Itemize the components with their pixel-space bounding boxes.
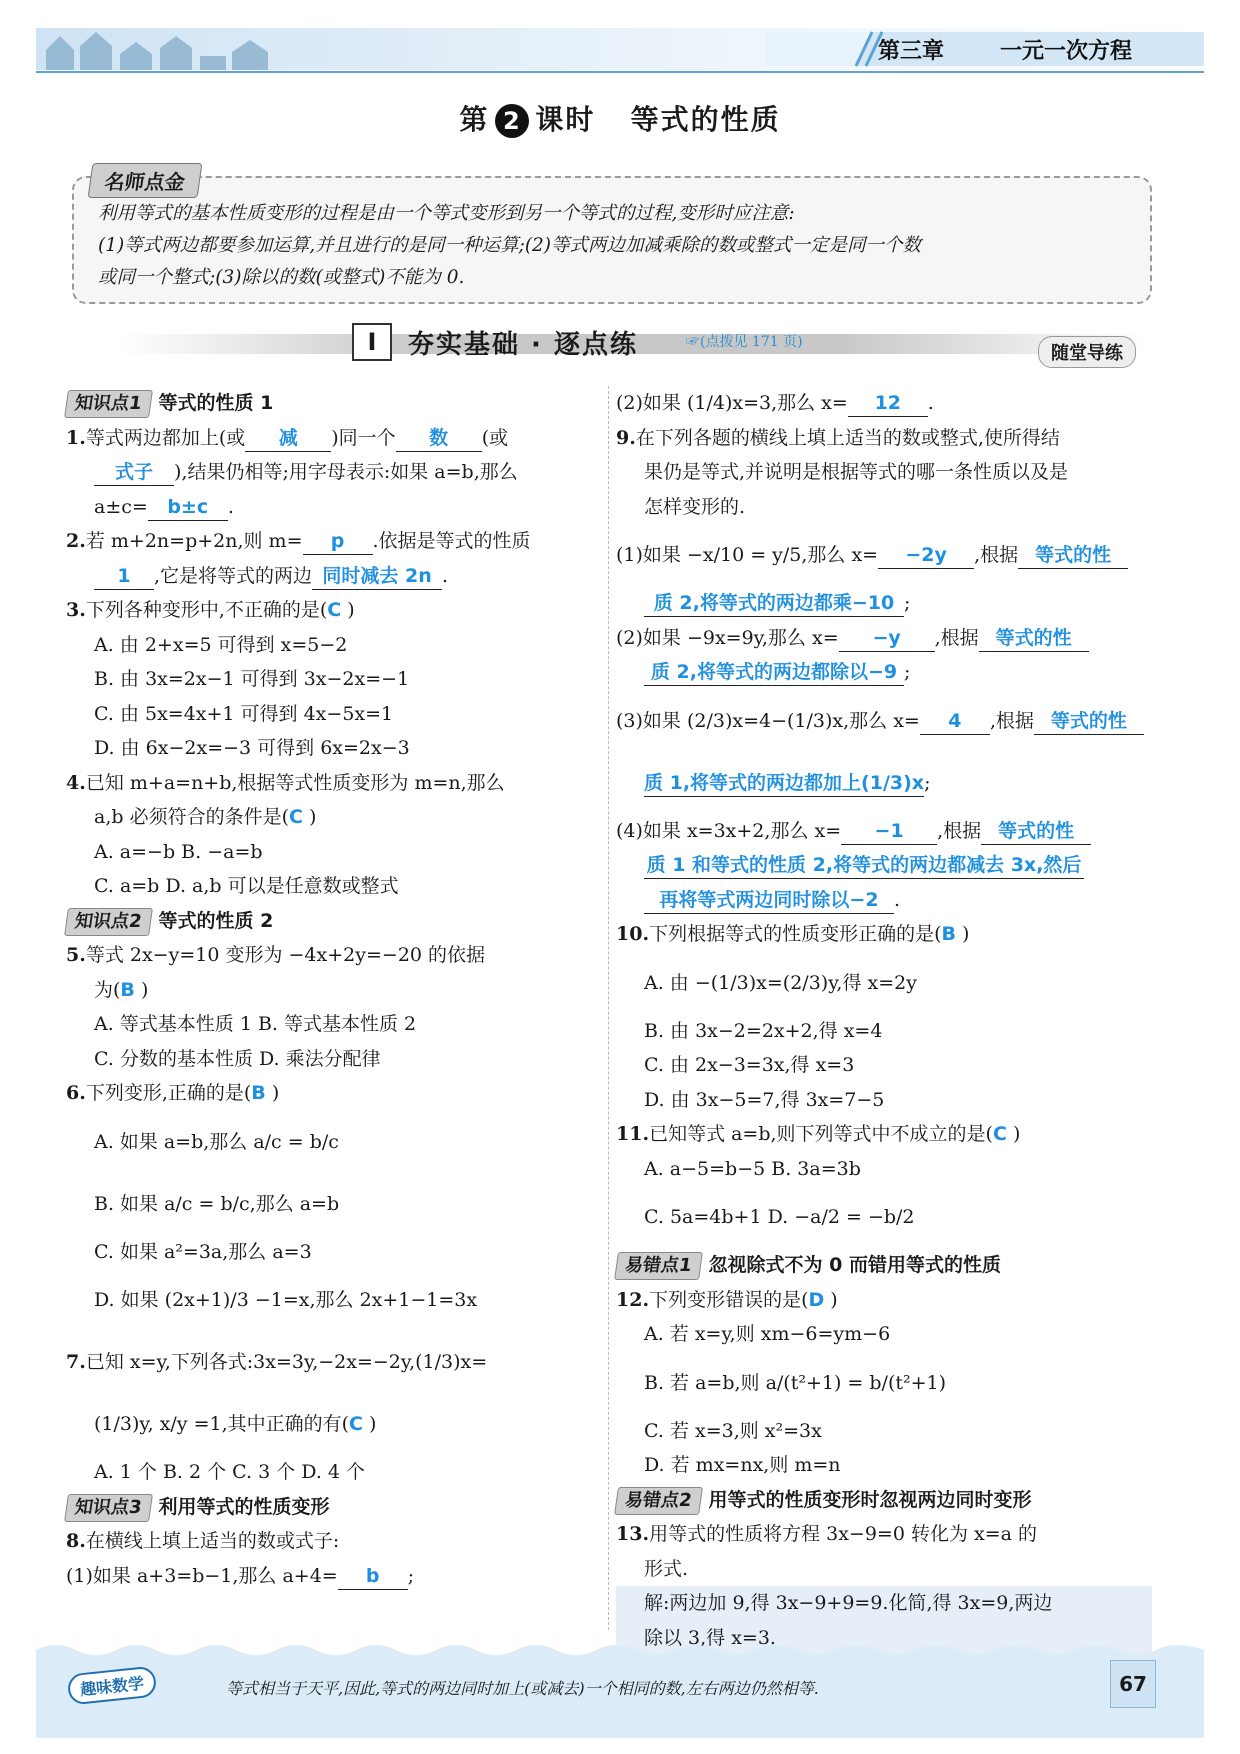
question-line [66, 1331, 602, 1393]
question-line [616, 621, 1152, 656]
question-text: C. 如果 a²=3a,那么 a=3 [94, 1240, 312, 1263]
question-text: (2)如果 −9x=9y,那么 x= [616, 626, 839, 649]
question-text: A. 如果 a=b,那么 a/c = b/c [94, 1130, 339, 1153]
question-text: 为( [94, 978, 121, 1001]
question-text: . [894, 888, 901, 911]
knowledge-point-title: 利用等式的性质变形 [158, 1495, 330, 1518]
question-text: A. 1 个 B. 2 个 C. 3 个 D. 4 个 [94, 1461, 366, 1483]
question-line [616, 455, 1152, 490]
question-line [66, 490, 602, 525]
knowledge-point-heading [66, 1490, 602, 1525]
question-line [66, 1007, 602, 1042]
section-title: 夯实基础 · 逐点练 [408, 330, 638, 360]
answer-blank: 质 2,将等式的两边都除以−9 [644, 659, 904, 686]
question-line [616, 1152, 1152, 1187]
question-line [66, 800, 602, 835]
question-line [616, 1448, 1152, 1483]
question-line [616, 421, 1152, 456]
lesson-title [0, 98, 1240, 138]
knowledge-point-tag: 知识点3 [64, 1494, 152, 1522]
answer-choice: D [808, 1288, 825, 1311]
tip-line: 或同一个整式;(3)除以的数(或整式)不能为 0. [98, 267, 465, 288]
answer-blank: 式子 [94, 459, 174, 486]
section-tag: 随堂导练 [1038, 336, 1136, 368]
answer-blank: −2y [878, 542, 974, 569]
answer-blank: 减 [245, 425, 331, 452]
question-text: 用等式的性质将方程 3x−9=0 转化为 x=a 的 [649, 1523, 1038, 1545]
question-line [616, 1317, 1152, 1352]
knowledge-point-title: 等式的性质 1 [158, 392, 274, 414]
question-text: A. 由 −(1/3)x=(2/3)y,得 x=2y [644, 971, 917, 994]
answer-blank: 等式的性 [1018, 542, 1128, 569]
answer-choice: C [288, 806, 303, 828]
question-text: 下列根据等式的性质变形正确的是( [649, 923, 942, 945]
question-line [66, 1173, 602, 1235]
question-line [616, 1117, 1152, 1152]
answer-choice: B [120, 978, 135, 1001]
answer-choice: C [327, 599, 342, 621]
question-line [616, 586, 1152, 621]
knowledge-point-heading [66, 904, 602, 939]
question-text: ,根据 [937, 819, 982, 842]
question-text: . [927, 392, 934, 414]
question-line [66, 766, 602, 801]
chapter-label: 第三章 [878, 39, 945, 64]
question-text: ) [341, 599, 355, 621]
question-text: D. 如果 (2x+1)/3 −1=x,那么 2x+1−1=3x [94, 1289, 478, 1311]
knowledge-point-tag: 知识点1 [64, 390, 152, 418]
answer-choice: C [992, 1123, 1007, 1145]
question-text: a±c= [94, 495, 148, 518]
question-line [66, 1111, 602, 1173]
question-text: (或 [481, 426, 509, 449]
knowledge-point-tag: 知识点2 [64, 908, 152, 936]
question-line [616, 1517, 1152, 1552]
question-number: 9. [616, 426, 636, 449]
question-line [616, 883, 1152, 918]
question-number: 4. [66, 771, 86, 794]
question-text: ) [955, 923, 970, 945]
question-text: 下列变形错误的是( [649, 1288, 809, 1311]
question-text: 已知 x=y,下列各式:3x=3y,−2x=−2y,(1/3)x= [85, 1351, 488, 1373]
question-line [616, 1186, 1152, 1248]
question-line [66, 1269, 602, 1331]
question-line [616, 1048, 1152, 1083]
question-number: 13. [616, 1523, 650, 1545]
question-line [616, 1414, 1152, 1449]
left-column [66, 386, 602, 1593]
question-line [66, 697, 602, 732]
question-number: 12. [616, 1288, 650, 1311]
answer-choice: C [349, 1413, 363, 1435]
knowledge-point-title: 等式的性质 2 [158, 909, 274, 932]
question-text: A. a=−b B. −a=b [94, 840, 263, 863]
question-text: a,b 必须符合的条件是( [94, 806, 289, 828]
question-text: C. a=b D. a,b 可以是任意数或整式 [94, 875, 399, 897]
question-text: 等式 2x−y=10 变形为 −4x+2y=−20 的依据 [85, 944, 486, 966]
question-text: (4)如果 x=3x+2,那么 x= [616, 819, 842, 842]
question-text: ) [1006, 1123, 1021, 1145]
question-line [616, 814, 1152, 849]
answer-blank: 质 2,将等式的两边都乘−10 [644, 590, 904, 617]
section-roman: I [352, 323, 392, 361]
question-line [66, 455, 602, 490]
question-number: 11. [616, 1123, 650, 1145]
question-text: ,它是将等式的两边 [154, 564, 313, 587]
question-text: ) [265, 1082, 280, 1104]
chapter-title: 一元一次方程 [1000, 39, 1133, 64]
question-line [66, 628, 602, 663]
question-line [66, 421, 602, 456]
question-number: 7. [66, 1351, 86, 1373]
question-text: (1/3)y, x/y =1,其中正确的有( [94, 1413, 350, 1435]
question-text: ; [904, 661, 911, 683]
question-number: 3. [66, 599, 86, 621]
question-line [66, 662, 602, 697]
question-line [616, 1283, 1152, 1318]
question-text: 除以 3,得 x=3. [644, 1626, 776, 1649]
question-text: 若 m+2n=p+2n,则 m= [85, 530, 303, 552]
question-line [616, 952, 1152, 1014]
tip-text [98, 198, 1128, 294]
answer-blank: 质 1,将等式的两边都加上(1/3)x [644, 770, 924, 797]
answer-blank: 再将等式两边同时除以−2 [644, 887, 894, 914]
question-text: 等式两边都加上(或 [85, 426, 246, 449]
tip-line: (1)等式两边都要参加运算,并且进行的是同一种运算;(2)等式两边加减乘除的数或整式一定是同一个数 [98, 235, 922, 256]
question-line [66, 1559, 602, 1594]
question-line [66, 869, 602, 904]
question-line [616, 655, 1152, 690]
question-line [66, 1393, 602, 1455]
question-text: 形式. [644, 1557, 689, 1580]
question-number: 6. [66, 1082, 86, 1104]
knowledge-point-heading [616, 1483, 1152, 1518]
knowledge-point-tag: 易错点1 [614, 1252, 702, 1280]
question-text: ) [824, 1288, 838, 1311]
question-line [66, 559, 602, 594]
question-line [616, 1552, 1152, 1587]
question-text: B. 由 3x−2=2x+2,得 x=4 [644, 1019, 883, 1042]
answer-blank: p [303, 528, 373, 555]
answer-blank: 数 [396, 425, 482, 452]
question-line [66, 1455, 602, 1490]
footer-text: 等式相当于天平,因此,等式的两边同时加上(或减去)一个相同的数,左右两边仍然相等. [226, 1679, 819, 1698]
question-text: (1)如果 −x/10 = y/5,那么 x= [616, 544, 879, 566]
question-line [66, 1524, 602, 1559]
lesson-number: 2 [495, 104, 529, 138]
page-number: 67 [1110, 1660, 1156, 1708]
question-line [616, 690, 1152, 752]
answer-blank: 同时减去 2n [312, 563, 442, 590]
question-text: A. a−5=b−5 B. 3a=3b [644, 1157, 861, 1180]
question-text: ) [363, 1413, 377, 1435]
question-text: A. 若 x=y,则 xm−6=ym−6 [644, 1323, 891, 1345]
question-text: 解:两边加 9,得 3x−9+9=9.化简,得 3x=9,两边 [644, 1592, 1053, 1614]
section-note: ☞(点拨见 171 页) [686, 334, 803, 350]
question-line [616, 490, 1152, 525]
question-line [616, 386, 1152, 421]
question-line [616, 1083, 1152, 1118]
answer-blank: 4 [920, 708, 990, 735]
question-line [616, 524, 1152, 586]
question-line [66, 593, 602, 628]
knowledge-point-heading [616, 1248, 1152, 1283]
question-line [66, 731, 602, 766]
question-text: ,根据 [989, 709, 1034, 732]
question-text: B. 若 a=b,则 a/(t²+1) = b/(t²+1) [644, 1371, 947, 1394]
answer-blank: 等式的性 [1034, 708, 1144, 735]
question-line [66, 1235, 602, 1270]
question-text: 下列变形,正确的是( [85, 1082, 252, 1104]
question-text: 已知 m+a=n+b,根据等式性质变形为 m=n,那么 [85, 771, 505, 794]
question-text: 已知等式 a=b,则下列等式中不成立的是( [649, 1123, 993, 1145]
question-text: 果仍是等式,并说明是根据等式的哪一条性质以及是 [644, 461, 1069, 483]
question-line [66, 1076, 602, 1111]
lesson-prefix: 第 [459, 103, 490, 136]
question-text: ) [134, 978, 149, 1001]
question-line [66, 835, 602, 870]
question-text: D. 由 6x−2x=−3 可得到 6x=2x−3 [94, 737, 410, 759]
question-text: B. 由 3x=2x−1 可得到 3x−2x=−1 [94, 668, 410, 690]
footer-logo: 趣味数学 [67, 1665, 158, 1705]
answer-blank: −y [839, 625, 935, 652]
answer-choice: B [251, 1082, 266, 1104]
question-text: . [227, 495, 234, 518]
question-text: 在横线上填上适当的数或式子: [85, 1530, 340, 1552]
question-text: . [442, 564, 449, 587]
question-line [616, 917, 1152, 952]
question-text: C. 若 x=3,则 x²=3x [644, 1419, 822, 1442]
knowledge-point-title: 忽视除式不为 0 而错用等式的性质 [708, 1254, 1001, 1276]
question-line [66, 1042, 602, 1077]
answer-blank: 等式的性 [979, 625, 1089, 652]
question-text: C. 由 5x=4x+1 可得到 4x−5x=1 [94, 702, 394, 725]
question-text: .依据是等式的性质 [372, 530, 531, 552]
question-number: 10. [616, 923, 650, 945]
question-text: C. 分数的基本性质 D. 乘法分配律 [94, 1047, 381, 1070]
question-text: (1)如果 a+3=b−1,那么 a+4= [66, 1564, 338, 1587]
question-text: ; [924, 771, 931, 794]
question-text: A. 等式基本性质 1 B. 等式基本性质 2 [94, 1013, 417, 1035]
question-line [66, 938, 602, 973]
question-text: D. 若 mx=nx,则 m=n [644, 1454, 841, 1476]
answer-blank: 等式的性 [981, 818, 1091, 845]
question-number: 1. [66, 426, 86, 449]
answer-blank: b±c [148, 494, 228, 521]
question-text: (3)如果 (2/3)x=4−(1/3)x,那么 x= [616, 709, 920, 732]
question-text: C. 5a=4b+1 D. −a/2 = −b/2 [644, 1206, 915, 1228]
question-line [616, 1014, 1152, 1049]
question-number: 2. [66, 530, 86, 552]
tip-tag: 名师点金 [88, 163, 203, 198]
answer-blank: 质 1 和等式的性质 2,将等式的两边都减去 3x,然后 [644, 852, 1084, 879]
question-text: ,根据 [974, 544, 1019, 566]
lesson-name: 等式的性质 [630, 103, 781, 136]
question-line [616, 848, 1152, 883]
question-text: 在下列各题的横线上填上适当的数或整式,使所得结 [635, 426, 1060, 449]
answer-blank: 1 [94, 563, 154, 590]
answer-blank: −1 [841, 818, 937, 845]
question-text: ; [904, 592, 911, 614]
question-number: 5. [66, 944, 86, 966]
knowledge-point-tag: 易错点2 [614, 1487, 702, 1515]
column-divider [608, 386, 609, 1630]
question-text: B. 如果 a/c = b/c,那么 a=b [94, 1192, 340, 1215]
question-text: (2)如果 (1/4)x=3,那么 x= [616, 392, 848, 414]
question-line [66, 524, 602, 559]
lesson-suffix: 课时 [535, 103, 596, 136]
question-text: A. 由 2+x=5 可得到 x=5−2 [94, 633, 348, 656]
question-line [616, 752, 1152, 814]
question-line [616, 1352, 1152, 1414]
question-text: ; [407, 1564, 415, 1587]
knowledge-point-title: 用等式的性质变形时忽视两边同时变形 [708, 1488, 1032, 1511]
question-text: 怎样变形的. [644, 495, 746, 518]
solution-line [616, 1586, 1152, 1621]
question-number: 8. [66, 1530, 86, 1552]
question-text: )同一个 [331, 426, 396, 449]
answer-choice: B [941, 923, 956, 945]
question-text: C. 由 2x−3=3x,得 x=3 [644, 1054, 855, 1076]
answer-blank: b [338, 1563, 408, 1590]
question-text: ),结果仍相等;用字母表示:如果 a=b,那么 [174, 461, 518, 483]
question-text: ) [302, 806, 317, 828]
question-text: D. 由 3x−5=7,得 3x=7−5 [644, 1088, 885, 1111]
right-column [616, 386, 1152, 1655]
knowledge-point-heading [66, 386, 602, 421]
question-text: ,根据 [934, 626, 979, 649]
answer-blank: 12 [848, 390, 928, 417]
question-line [66, 973, 602, 1008]
question-text: 下列各种变形中,不正确的是( [85, 599, 328, 621]
tip-line: 利用等式的基本性质变形的过程是由一个等式变形到另一个等式的过程,变形时应注意: [98, 203, 795, 224]
